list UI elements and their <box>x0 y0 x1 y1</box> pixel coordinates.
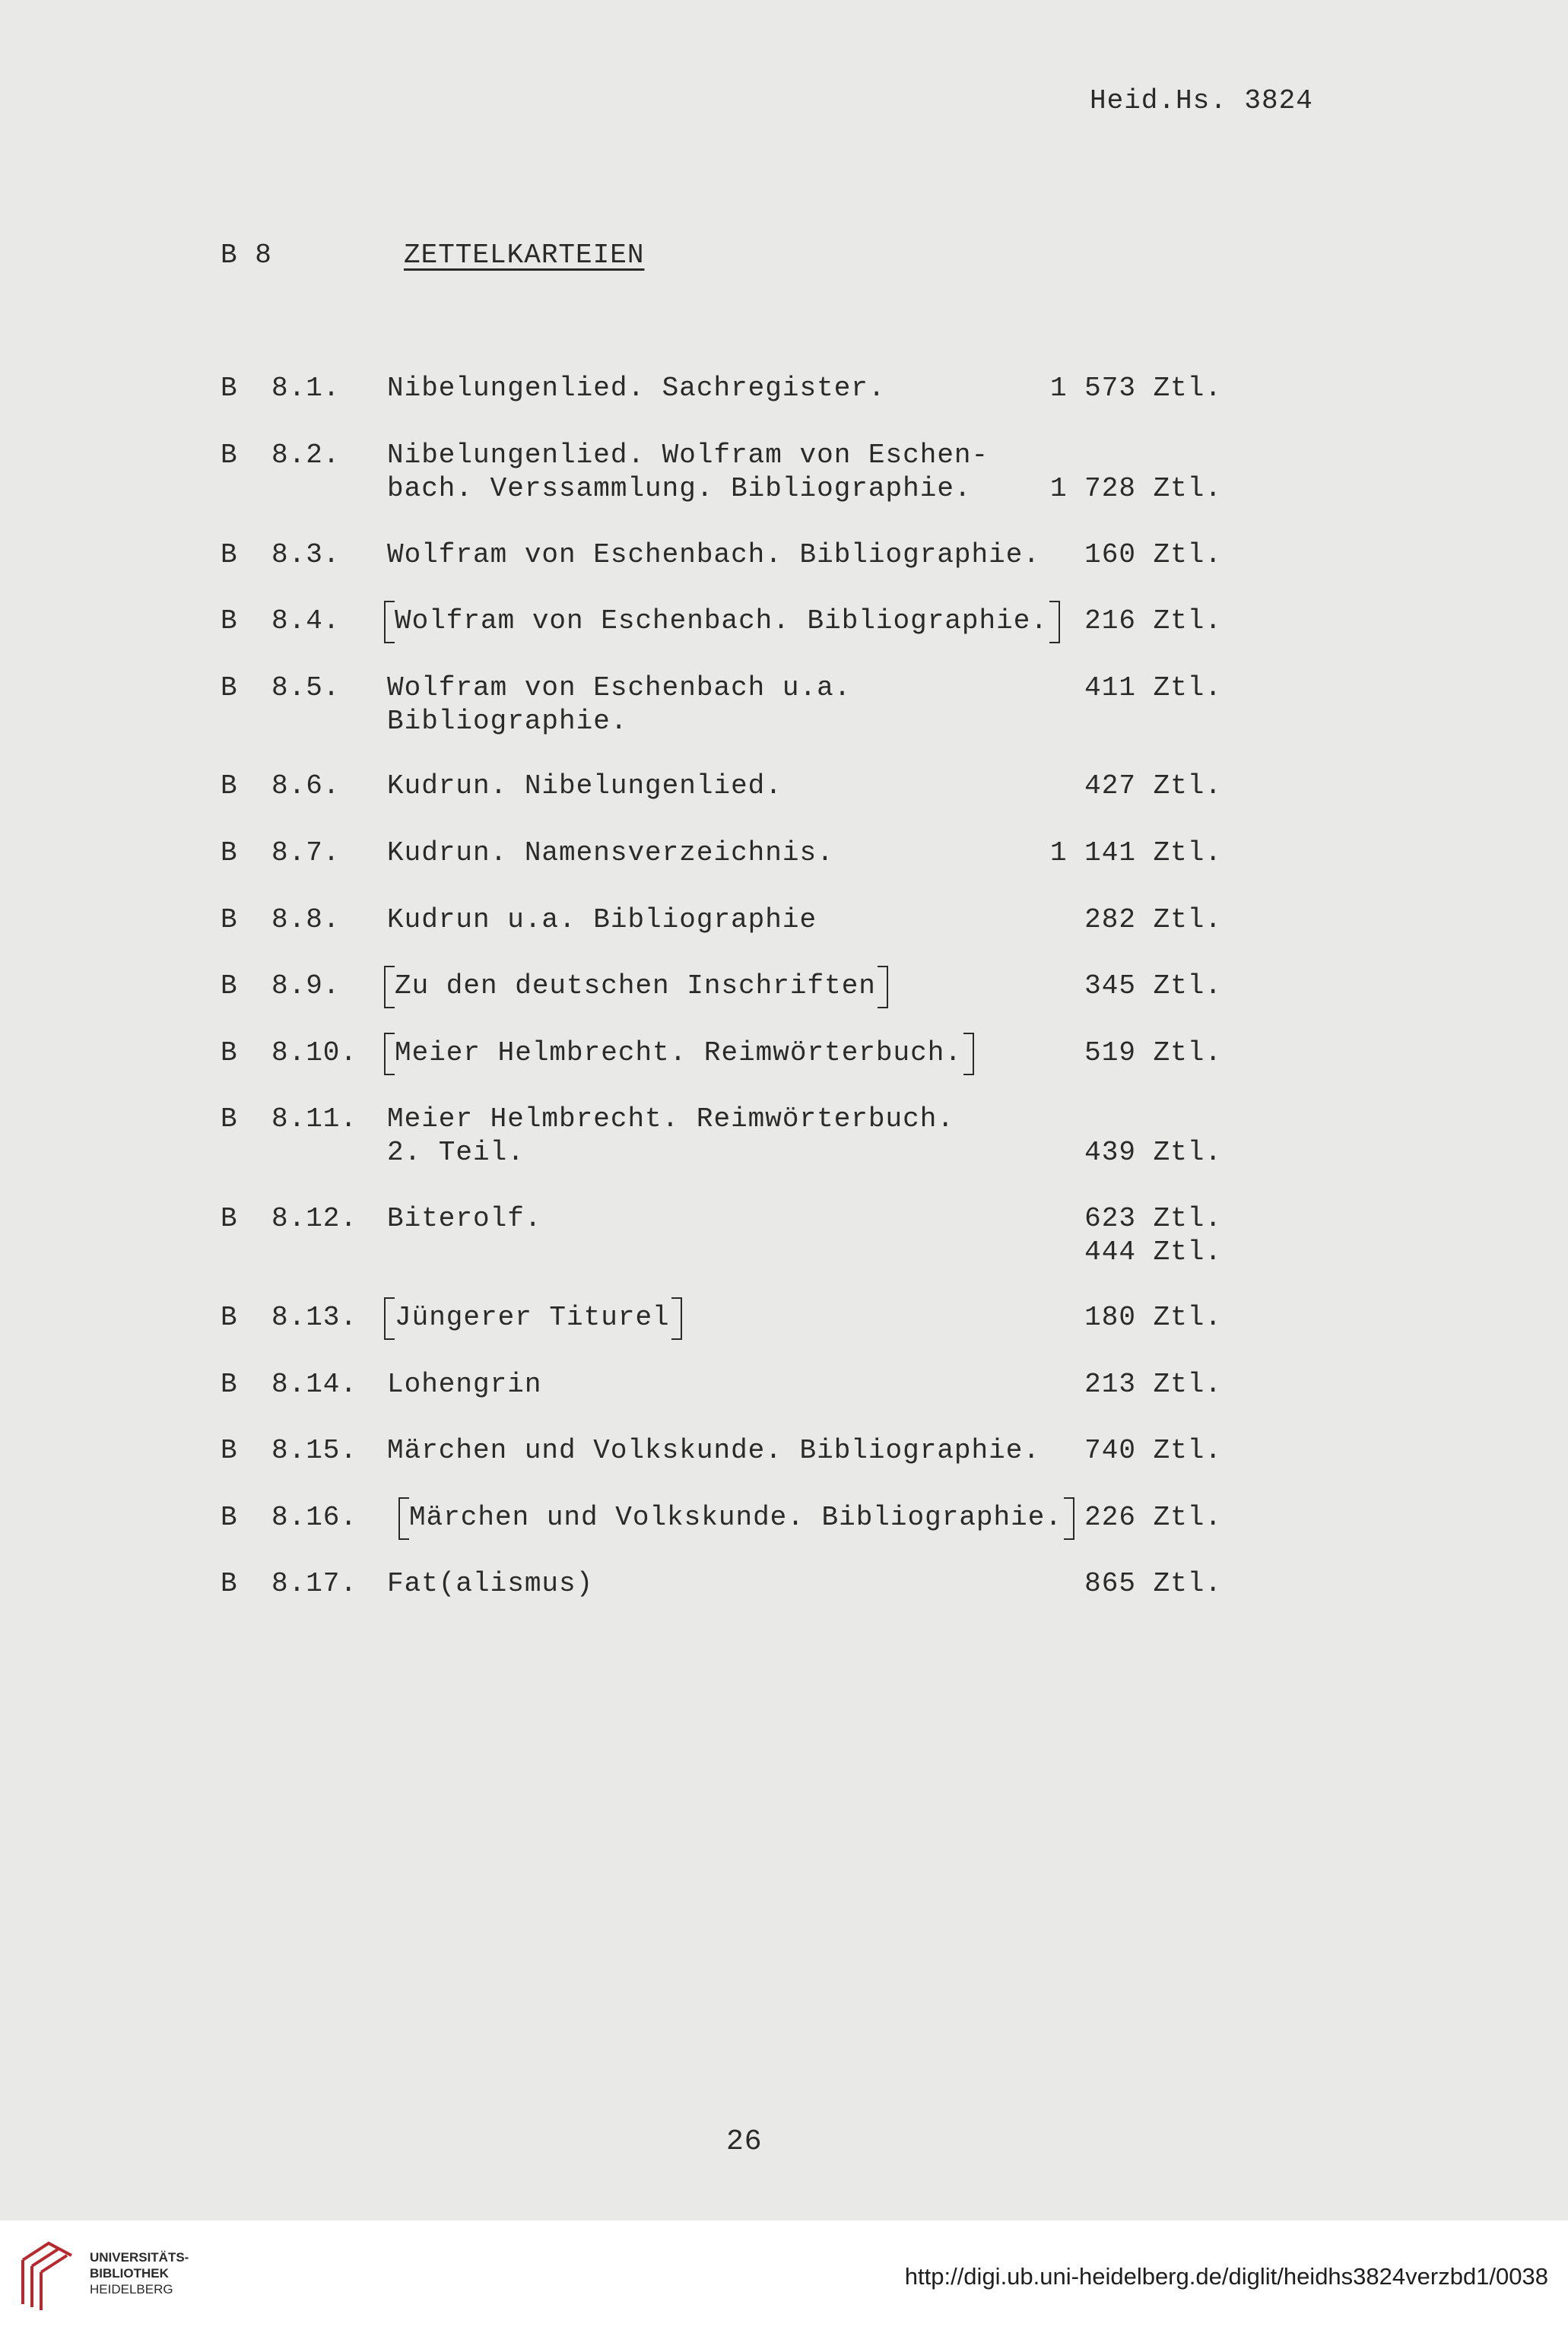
entry-row <box>0 1037 1568 1106</box>
entry-count: 740 Ztl. <box>1084 1435 1222 1466</box>
entry-letter: B <box>221 837 238 868</box>
entry-title-continued: bach. Verssammlung. Bibliographie. <box>387 473 972 504</box>
entry-count: 411 Ztl. <box>1084 672 1222 703</box>
page-number: 26 <box>726 2125 763 2158</box>
entry-letter: B <box>221 904 238 935</box>
entry-row <box>0 1568 1568 1636</box>
entry-letter: B <box>221 770 238 801</box>
entry-count: 519 Ztl. <box>1084 1037 1222 1068</box>
entry-number: 8.17. <box>271 1568 358 1599</box>
entry-title: Nibelungenlied. Sachregister. <box>387 373 886 404</box>
bracketed-entry-title: Märchen und Volkskunde. Bibliographie. <box>402 1502 1070 1533</box>
entry-number: 8.6. <box>271 770 341 801</box>
entry-row <box>0 1502 1568 1570</box>
entry-letter: B <box>221 970 238 1001</box>
entry-title: Wolfram von Eschenbach. Bibliographie. <box>387 539 1040 570</box>
logo-line: BIBLIOTHEK <box>90 2266 169 2281</box>
entry-number: 8.11. <box>271 1103 358 1135</box>
entry-number: 8.9. <box>271 970 341 1001</box>
entry-count: 427 Ztl. <box>1084 770 1222 801</box>
entry-count: 213 Ztl. <box>1084 1369 1222 1400</box>
entry-title: Fat(alismus) <box>387 1568 594 1599</box>
entry-row <box>0 1103 1568 1172</box>
entry-title: Biterolf. <box>387 1203 542 1234</box>
entry-letter: B <box>221 1435 238 1466</box>
entry-letter: B <box>221 672 238 703</box>
permalink-url[interactable]: http://digi.ub.uni-heidelberg.de/diglit/heidhs3824verzbd1/0038 <box>904 2263 1548 2290</box>
entry-letter: B <box>221 539 238 570</box>
entry-row <box>0 672 1568 741</box>
entry-letter: B <box>221 1103 238 1135</box>
section-title: ZETTELKARTEIEN <box>404 240 645 271</box>
entry-title: Wolfram von Eschenbach u.a. <box>387 672 852 703</box>
entry-letter: B <box>221 1568 238 1599</box>
entry-row <box>0 970 1568 1039</box>
manuscript-reference: Heid.Hs. 3824 <box>1090 85 1313 116</box>
entry-number: 8.16. <box>271 1502 358 1533</box>
entry-letter: B <box>221 1037 238 1068</box>
entry-row <box>0 373 1568 441</box>
entry-letter: B <box>221 373 238 404</box>
entry-letter: B <box>221 1302 238 1333</box>
entry-count: 180 Ztl. <box>1084 1302 1222 1333</box>
entry-row <box>0 539 1568 608</box>
entry-count: 216 Ztl. <box>1084 605 1222 636</box>
entry-count: 1 728 Ztl. <box>1049 473 1222 504</box>
entry-number: 8.12. <box>271 1203 358 1234</box>
logo-line: HEIDELBERG <box>90 2282 173 2296</box>
entry-title: Nibelungenlied. Wolfram von Eschen- <box>387 440 989 471</box>
entry-row <box>0 440 1568 508</box>
entry-row <box>0 605 1568 674</box>
entry-row <box>0 1203 1568 1271</box>
entry-count: 439 Ztl. <box>1084 1137 1222 1168</box>
entry-count: 1 141 Ztl. <box>1049 837 1222 868</box>
entry-title: Märchen und Volkskunde. Bibliographie. <box>387 1435 1040 1466</box>
entry-count: 282 Ztl. <box>1084 904 1222 935</box>
library-logo-text <box>90 2249 189 2297</box>
library-footer <box>0 2220 1568 2333</box>
entry-number: 8.1. <box>271 373 341 404</box>
library-logo-icon <box>17 2237 78 2313</box>
entry-title-continued: Bibliographie. <box>387 706 628 737</box>
entry-number: 8.8. <box>271 904 341 935</box>
entry-count: 623 Ztl. <box>1084 1203 1222 1234</box>
entry-title-continued: 2. Teil. <box>387 1137 525 1168</box>
entry-number: 8.5. <box>271 672 341 703</box>
entry-number: 8.15. <box>271 1435 358 1466</box>
entry-title: Lohengrin <box>387 1369 542 1400</box>
entry-letter: B <box>221 1369 238 1400</box>
entry-letter: B <box>221 440 238 471</box>
bracketed-entry-title: Meier Helmbrecht. Reimwörterbuch. <box>387 1037 970 1068</box>
entry-number: 8.10. <box>271 1037 358 1068</box>
entry-row <box>0 904 1568 973</box>
entry-row <box>0 770 1568 839</box>
entry-count-secondary: 444 Ztl. <box>1084 1236 1222 1268</box>
entry-count: 345 Ztl. <box>1084 970 1222 1001</box>
entry-row <box>0 1435 1568 1503</box>
entry-count: 160 Ztl. <box>1084 539 1222 570</box>
entry-title: Kudrun. Namensverzeichnis. <box>387 837 834 868</box>
entry-number: 8.4. <box>271 605 341 636</box>
entry-title: Kudrun. Nibelungenlied. <box>387 770 782 801</box>
entry-count: 226 Ztl. <box>1084 1502 1222 1533</box>
logo-line: UNIVERSITÄTS- <box>90 2250 189 2265</box>
entry-number: 8.13. <box>271 1302 358 1333</box>
bracketed-entry-title: Jüngerer Titurel <box>387 1302 678 1333</box>
entry-letter: B <box>221 1203 238 1234</box>
entry-number: 8.2. <box>271 440 341 471</box>
bracketed-entry-title: Wolfram von Eschenbach. Bibliographie. <box>387 605 1055 636</box>
entry-letter: B <box>221 605 238 636</box>
entry-count: 1 573 Ztl. <box>1049 373 1222 404</box>
entry-number: 8.7. <box>271 837 341 868</box>
bracketed-entry-title: Zu den deutschen Inschriften <box>387 970 884 1001</box>
entry-count: 865 Ztl. <box>1084 1568 1222 1599</box>
section-code: B 8 <box>221 240 272 271</box>
entry-title: Kudrun u.a. Bibliographie <box>387 904 817 935</box>
entry-number: 8.14. <box>271 1369 358 1400</box>
entry-row <box>0 1302 1568 1370</box>
entry-row <box>0 1369 1568 1437</box>
entry-row <box>0 837 1568 906</box>
entry-number: 8.3. <box>271 539 341 570</box>
entry-letter: B <box>221 1502 238 1533</box>
entry-title: Meier Helmbrecht. Reimwörterbuch. <box>387 1103 954 1135</box>
